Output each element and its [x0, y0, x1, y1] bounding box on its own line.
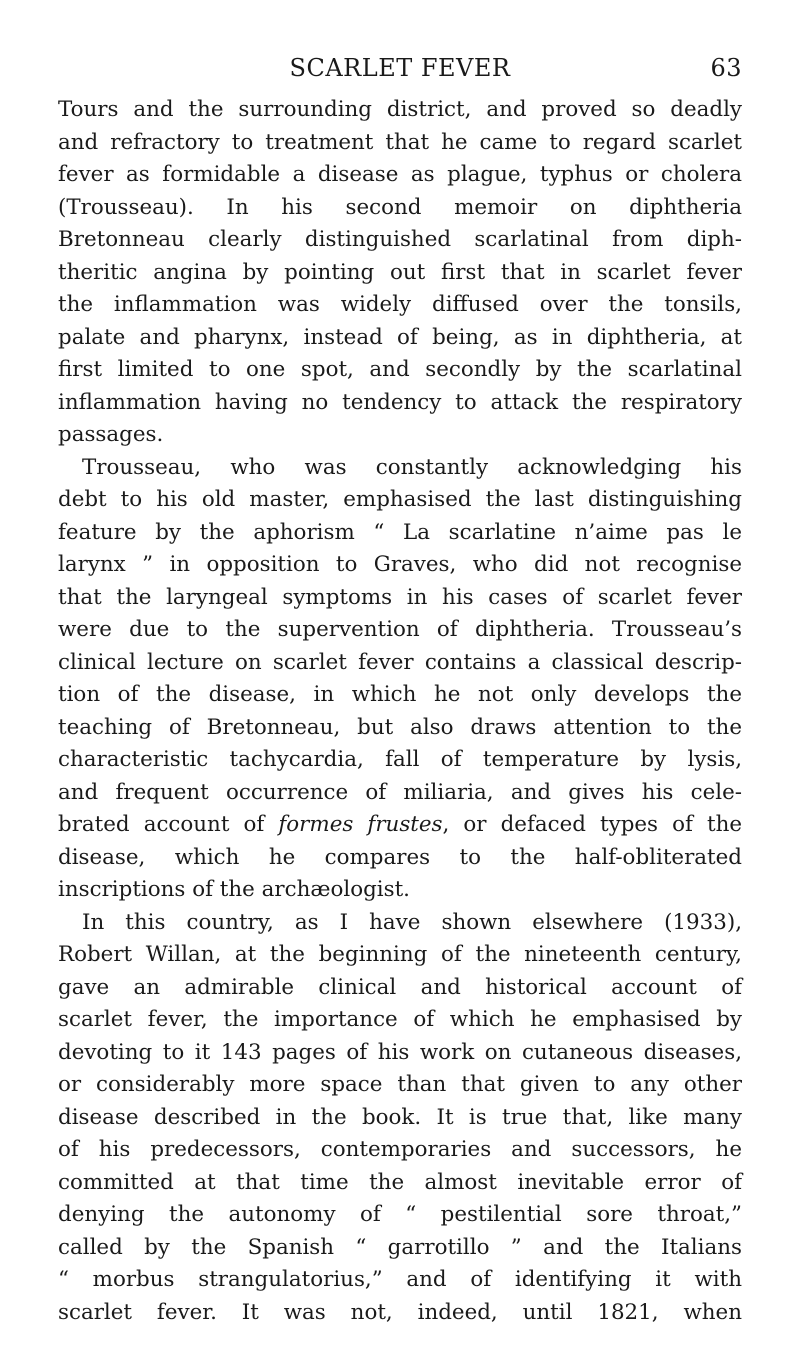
text-line: scarlet fever, the importance of which he emphasised by [58, 1007, 742, 1032]
text-line-mixed [58, 809, 742, 842]
text-line: disease, which he compares to the half-obliterated [58, 844, 742, 870]
book-page [58, 54, 742, 1329]
text-line: inflammation having no tendency to attack the respiratory [58, 389, 742, 415]
text-line: that the laryngeal symptoms in his cases of scarlet fever [58, 584, 742, 610]
text-line: characteristic tachycardia, fall of temperature by lysis, [58, 747, 742, 772]
text-line: larynx ” in opposition to Graves, who did not recognise [58, 552, 742, 577]
text-line: Bretonneau clearly distinguished scarlatinal from diph- [58, 227, 742, 252]
text-line: Tours and the surrounding district, and proved so deadly [58, 97, 742, 122]
text-line: disease described in the book. It is true that, like many [58, 1104, 742, 1130]
paragraph-1 [58, 94, 742, 452]
text-line: teaching of Bretonneau, but also draws attention to the [58, 714, 742, 740]
text-line: and frequent occurrence of miliaria, and gives his cele- [58, 779, 742, 805]
text-line: fever as formidable a disease as plague, typhus or cholera [58, 162, 742, 187]
text-line: theritic angina by pointing out first that in scarlet fever [58, 259, 742, 285]
body-text [58, 94, 742, 1329]
text-line: palate and pharynx, instead of being, as in diphtheria, at [58, 324, 742, 350]
text-line: “ morbus strangulatorius,” and of identifying it with [58, 1267, 742, 1292]
text-line: the inflammation was widely diffused over the tonsils, [58, 292, 742, 317]
text-line: of his predecessors, contemporaries and successors, he [58, 1137, 742, 1162]
running-head [58, 54, 742, 94]
text-line: In this country, as I have shown elsewhere (1933), [82, 909, 742, 935]
running-title: SCARLET FEVER [289, 54, 511, 82]
text-line: committed at that time the almost inevitable error of [58, 1169, 742, 1195]
text-line: (Trousseau). In his second memoir on diphtheria [58, 194, 742, 220]
paragraph-3 [58, 907, 742, 1330]
text-line: feature by the aphorism “ La scarlatine n’aime pas le [58, 519, 742, 545]
text-segment: , or defaced types of the [442, 812, 742, 837]
text-line: scarlet fever. It was not, indeed, until 1821, when [58, 1299, 742, 1325]
text-line: passages. [58, 422, 164, 447]
text-line: were due to the supervention of diphtheria. Trousseau’s [58, 617, 742, 642]
text-line: debt to his old master, emphasised the last distinguishing [58, 487, 742, 512]
paragraph-2 [58, 452, 742, 907]
text-line: first limited to one spot, and secondly by the scarlatinal [58, 357, 742, 382]
italic-term: formes frustes [278, 812, 443, 837]
text-line: or considerably more space than that given to any other [58, 1072, 742, 1097]
text-line: clinical lecture on scarlet fever contains a classical descrip- [58, 649, 742, 675]
text-line: called by the Spanish “ garrotillo ” and the Italians [58, 1234, 742, 1260]
text-line: Trousseau, who was constantly acknowledging his [82, 454, 742, 480]
text-line: inscriptions of the archæologist. [58, 877, 410, 902]
text-line: tion of the disease, in which he not only develops the [58, 682, 742, 707]
text-line: Robert Willan, at the beginning of the nineteenth century, [58, 942, 742, 967]
text-line: and refractory to treatment that he came to regard scarlet [58, 129, 742, 155]
text-line: denying the autonomy of “ pestilential sore throat,” [58, 1202, 742, 1227]
text-line: devoting to it 143 pages of his work on cutaneous diseases, [58, 1039, 742, 1065]
text-segment: brated account of [58, 812, 265, 837]
page-number: 63 [710, 54, 742, 82]
text-line: gave an admirable clinical and historical account of [58, 974, 742, 1000]
